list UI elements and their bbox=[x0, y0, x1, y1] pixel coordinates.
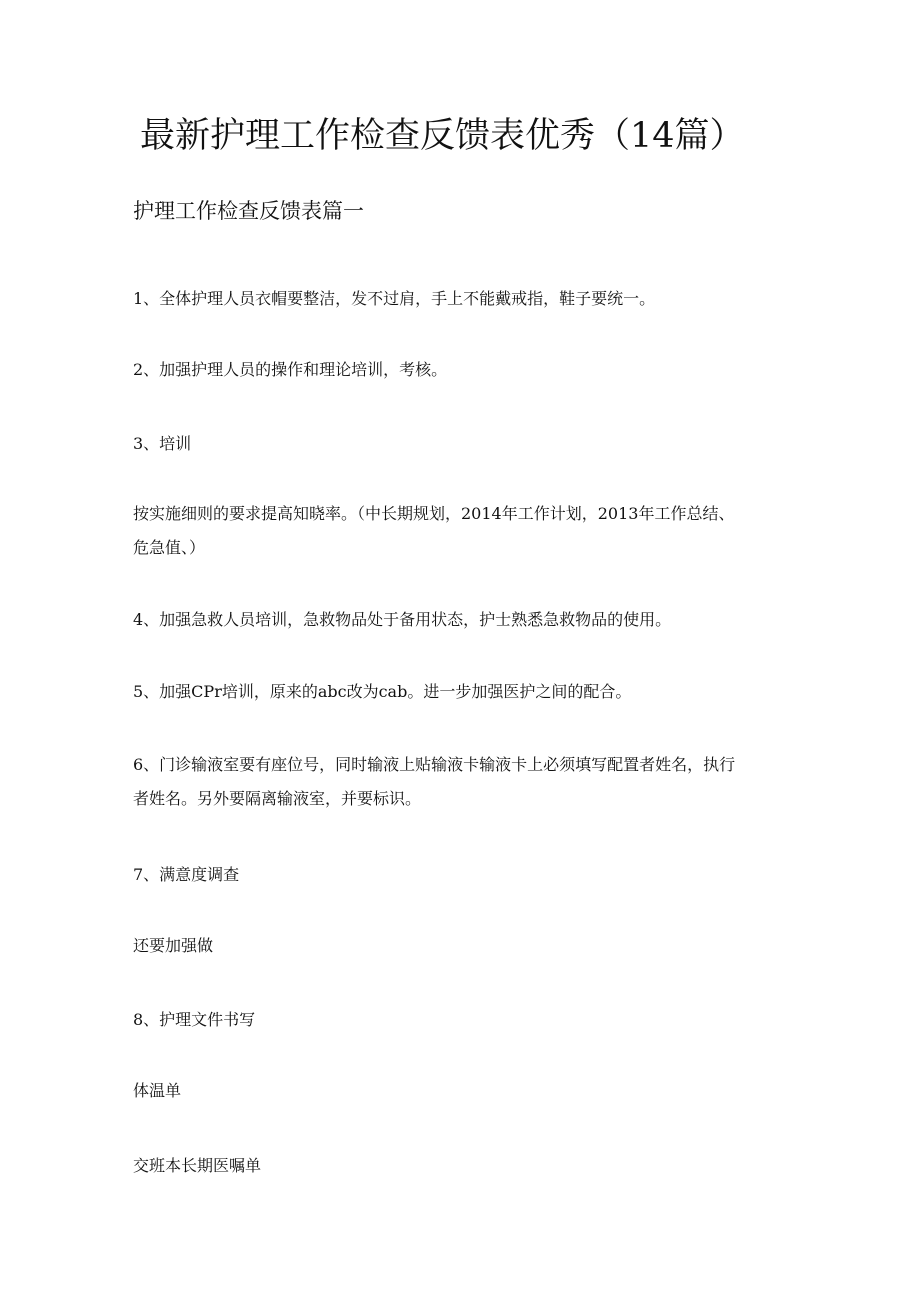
paragraph-3: 3、培训 bbox=[133, 434, 192, 453]
paragraph-2: 2、加强护理人员的操作和理论培训，考核。 bbox=[133, 360, 448, 379]
document-title: 最新护理工作检查反馈表优秀（14篇） bbox=[140, 116, 745, 156]
paragraph-7-line-2: 者姓名。另外要隔离输液室，并要标识。 bbox=[133, 789, 422, 808]
section-heading: 护理工作检查反馈表篇一 bbox=[133, 199, 364, 223]
paragraph-4-line-1: 按实施细则的要求提高知晓率。（中长期规划，2014年工作计划，2013年工作总结、 bbox=[133, 504, 735, 523]
paragraph-7-line-1: 6、门诊输液室要有座位号，同时输液上贴输液卡输液卡上必须填写配置者姓名，执行 bbox=[133, 755, 736, 774]
paragraph-10: 8、护理文件书写 bbox=[133, 1010, 256, 1029]
paragraph-8: 7、满意度调查 bbox=[133, 865, 240, 884]
paragraph-9: 还要加强做 bbox=[133, 936, 214, 955]
paragraph-4-line-2: 危急值、） bbox=[133, 538, 206, 557]
paragraph-11: 体温单 bbox=[133, 1081, 182, 1100]
paragraph-1: 1、全体护理人员衣帽要整洁，发不过肩，手上不能戴戒指，鞋子要统一。 bbox=[133, 289, 656, 308]
paragraph-6: 5、加强CPr培训，原来的abc改为cab。进一步加强医护之间的配合。 bbox=[133, 682, 632, 701]
paragraph-12: 交班本长期医嘱单 bbox=[133, 1156, 262, 1175]
paragraph-5: 4、加强急救人员培训，急救物品处于备用状态，护士熟悉急救物品的使用。 bbox=[133, 610, 672, 629]
